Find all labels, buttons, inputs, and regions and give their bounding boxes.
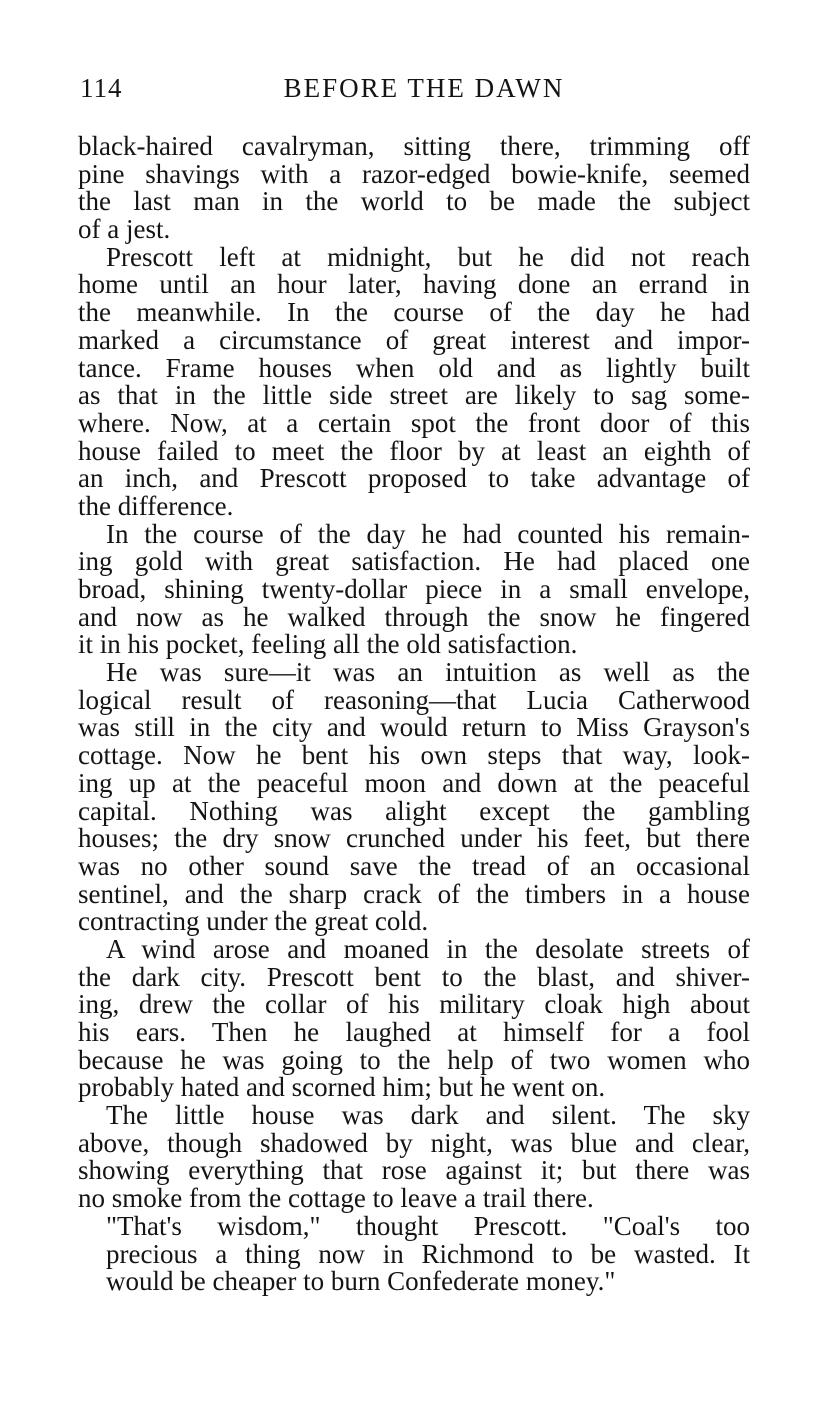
text-line: showing everything that rose against it; but there was: [78, 1155, 750, 1186]
text-line: ing, drew the collar of his military cloak high about: [78, 989, 750, 1020]
text-line: broad, shining twenty-dollar piece in a small envelope,: [78, 574, 750, 604]
body-text: [78, 133, 750, 1296]
text-line: cottage. Now he bent his own steps that way, look-: [78, 740, 750, 771]
text-line: capital. Nothing was alight except the gambling: [78, 795, 750, 826]
text-line: the dark city. Prescott bent to the blast, and shiver-: [78, 961, 750, 992]
text-line: the difference.: [78, 490, 234, 521]
text-line: home until an hour later, having done an errand in: [78, 269, 750, 300]
text-line: ing gold with great satisfaction. He had placed one: [78, 546, 750, 577]
text-line: and now as he walked through the snow he fingered: [78, 601, 750, 632]
text-line: "That's wisdom," thought Prescott. "Coal's too: [106, 1210, 750, 1241]
text-line: the last man in the world to be made the subject: [78, 186, 750, 217]
text-line: no smoke from the cottage to leave a trail there.: [78, 1183, 594, 1214]
text-line: probably hated and scorned him; but he went on.: [78, 1072, 606, 1103]
text-line: sentinel, and the sharp crack of the timbers in a house: [78, 878, 750, 909]
text-line: of a jest.: [78, 214, 171, 245]
text-line: because he was going to the help of two women who: [78, 1044, 750, 1075]
text-line: marked a circumstance of great interest and impor-: [78, 324, 750, 355]
text-line: the meanwhile. In the course of the day he had: [78, 297, 750, 328]
text-line: pine shavings with a razor-edged bowie-knife, seemed: [78, 158, 750, 189]
text-line: In the course of the day he had counted his remain-: [106, 518, 750, 549]
text-line: He was sure—it was an intuition as well as the: [106, 657, 750, 688]
text-line: The little house was dark and silent. The sky: [106, 1100, 750, 1131]
text-line: black-haired cavalryman, sitting there, trimming off: [78, 131, 750, 161]
text-line: his ears. Then he laughed at himself for a fool: [78, 1017, 750, 1047]
page-number: 114: [80, 73, 123, 103]
text-line: logical result of reasoning—that Lucia Catherwood: [78, 684, 750, 715]
text-line: as that in the little side street are likely to sag some-: [78, 380, 750, 411]
text-line: ing up at the peaceful moon and down at the peaceful: [78, 767, 750, 798]
text-line: would be cheaper to burn Confederate money.": [106, 1266, 616, 1297]
text-line: it in his pocket, feeling all the old satisfaction.: [78, 629, 578, 660]
text-line: house failed to meet the floor by at least an eighth of: [78, 435, 750, 466]
text-line: an inch, and Prescott proposed to take advantage of: [78, 463, 750, 494]
text-line: above, though shadowed by night, was blue and clear,: [78, 1127, 750, 1158]
text-line: where. Now, at a certain spot the front door of this: [78, 407, 750, 438]
text-line: Prescott left at midnight, but he did not reach: [106, 241, 750, 272]
running-title: BEFORE THE DAWN: [283, 73, 565, 103]
running-head: [80, 70, 750, 106]
text-line: was no other sound save the tread of an occasional: [78, 850, 750, 881]
text-line: tance. Frame houses when old and as lightly built: [78, 352, 750, 383]
text-line: precious a thing now in Richmond to be wasted. It: [106, 1238, 750, 1269]
text-line: A wind arose and moaned in the desolate streets of: [106, 933, 750, 964]
text-line: was still in the city and would return to Miss Grayson's: [78, 712, 750, 743]
text-line: contracting under the great cold.: [78, 906, 429, 937]
text-line: houses; the dry snow crunched under his feet, but there: [78, 823, 750, 854]
